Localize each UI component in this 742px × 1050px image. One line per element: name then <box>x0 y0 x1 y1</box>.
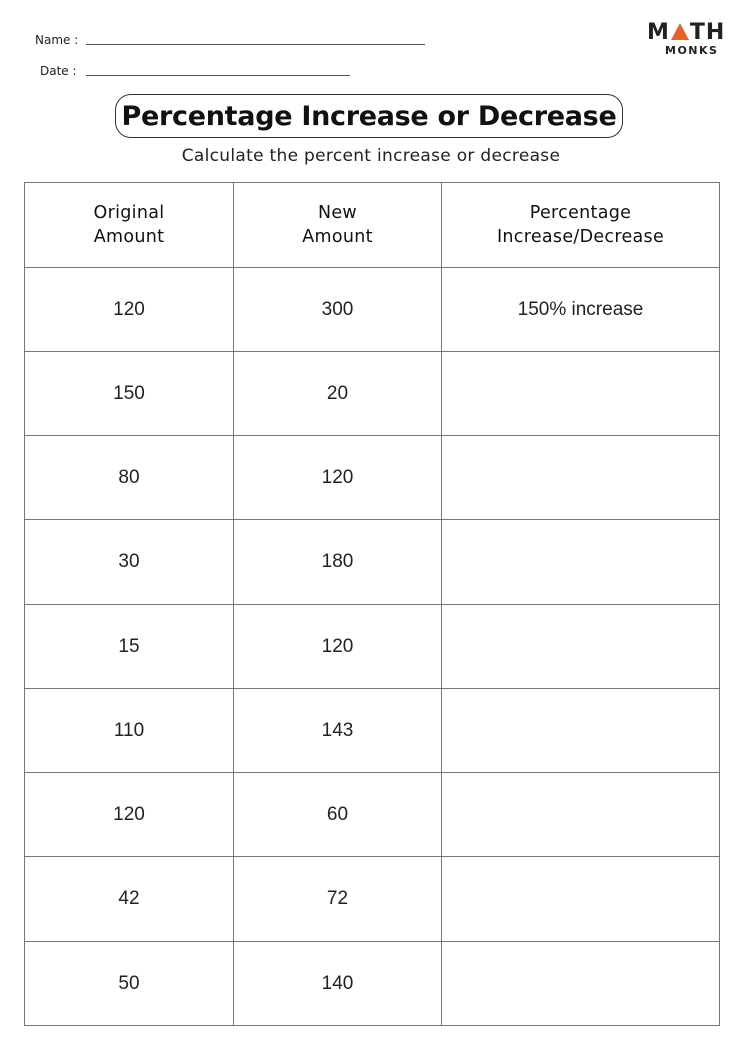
original-cell: 120 <box>25 268 234 352</box>
table-row <box>25 436 720 520</box>
header-line: Increase/Decrease <box>496 227 665 247</box>
new-cell: 60 <box>234 773 442 857</box>
original-cell: 15 <box>25 605 234 689</box>
answer-cell[interactable]: 150% increase <box>442 268 720 352</box>
table-row <box>25 605 720 689</box>
answer-cell[interactable] <box>442 436 720 520</box>
new-cell: 180 <box>234 520 442 605</box>
header-percentage <box>442 183 720 268</box>
table-header-row <box>25 183 720 268</box>
table-row <box>25 520 720 605</box>
header-line: New <box>317 203 358 223</box>
name-field[interactable] <box>86 44 425 45</box>
table-row <box>25 942 720 1026</box>
original-cell: 42 <box>25 857 234 942</box>
answer-cell[interactable] <box>442 689 720 773</box>
new-cell: 140 <box>234 942 442 1026</box>
answer-cell[interactable] <box>442 352 720 436</box>
worksheet-table <box>24 182 720 1026</box>
original-cell: 80 <box>25 436 234 520</box>
new-cell: 120 <box>234 436 442 520</box>
logo-math-right: TH <box>689 20 726 45</box>
header-line: Amount <box>302 227 373 247</box>
header-line: Original <box>93 203 165 223</box>
new-cell: 20 <box>234 352 442 436</box>
new-cell: 120 <box>234 605 442 689</box>
title-box <box>115 94 623 138</box>
answer-cell[interactable] <box>442 520 720 605</box>
original-cell: 50 <box>25 942 234 1026</box>
header-new-amount <box>234 183 442 268</box>
table-row <box>25 268 720 352</box>
table-row <box>25 857 720 942</box>
answer-cell[interactable] <box>442 773 720 857</box>
header-line: Percentage <box>529 203 632 223</box>
original-cell: 150 <box>25 352 234 436</box>
original-cell: 120 <box>25 773 234 857</box>
new-cell: 300 <box>234 268 442 352</box>
date-label: Date : <box>40 64 77 78</box>
answer-cell[interactable] <box>442 605 720 689</box>
original-cell: 110 <box>25 689 234 773</box>
logo-monks: MONKS <box>665 44 719 57</box>
original-cell: 30 <box>25 520 234 605</box>
logo-wordmark <box>647 20 725 45</box>
table-row <box>25 773 720 857</box>
answer-cell[interactable] <box>442 942 720 1026</box>
answer-cell[interactable] <box>442 857 720 942</box>
table-row <box>25 352 720 436</box>
new-cell: 72 <box>234 857 442 942</box>
worksheet-title: Percentage Increase or Decrease <box>121 100 617 132</box>
name-label: Name : <box>35 33 79 47</box>
date-field[interactable] <box>86 75 350 76</box>
new-cell: 143 <box>234 689 442 773</box>
triangle-a-icon <box>671 23 689 40</box>
worksheet-instructions: Calculate the percent increase or decrease <box>181 146 561 166</box>
header-original-amount <box>25 183 234 268</box>
header-line: Amount <box>93 227 165 247</box>
logo-math-left: M <box>647 20 670 45</box>
table-row <box>25 689 720 773</box>
math-monks-logo <box>645 20 725 60</box>
